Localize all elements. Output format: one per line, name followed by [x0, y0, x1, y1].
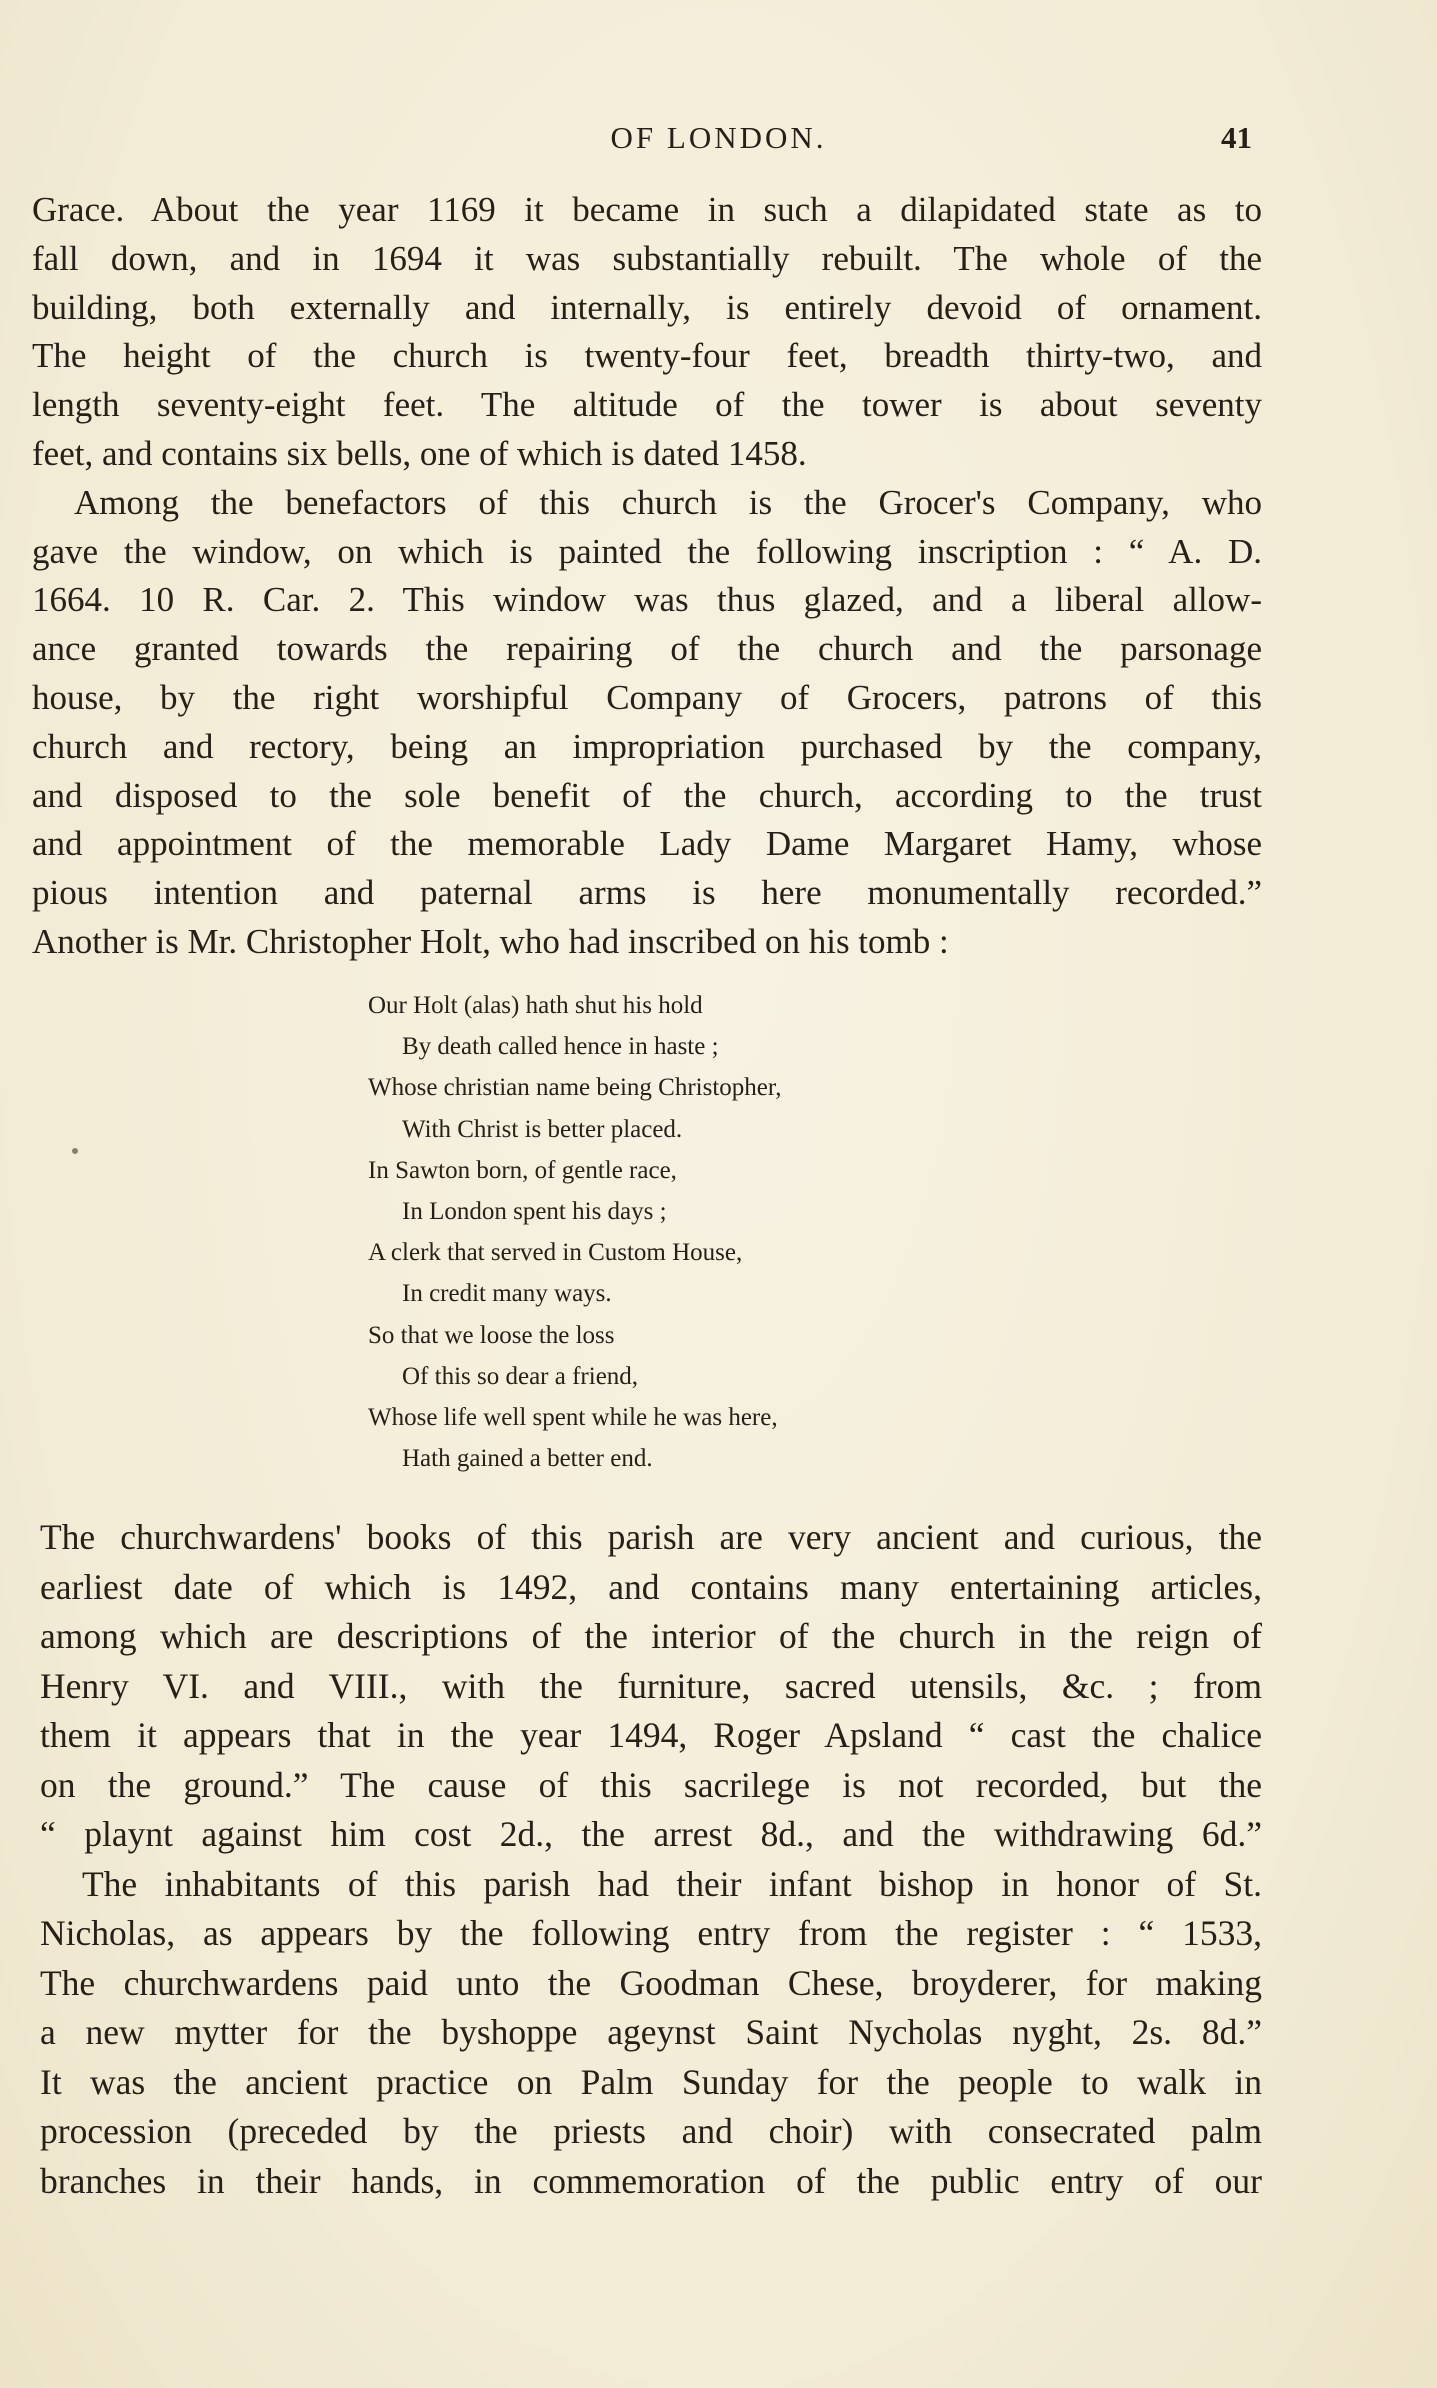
text-line: among which are descriptions of the interior of the church in the reign of: [40, 1616, 1262, 1656]
poem-verse: Of this so dear a friend,: [402, 1362, 639, 1390]
text-line: Grace. About the year 1169 it became in such a dilapidated state as to: [32, 190, 1262, 229]
poem-verse: Hath gained a better end.: [402, 1445, 653, 1473]
poem-verse: Our Holt (alas) hath shut his hold: [368, 992, 703, 1019]
page-number: 41: [1221, 120, 1252, 155]
poem-verse: In Sawton born, of gentle race,: [368, 1156, 677, 1184]
text-line: It was the ancient practice on Palm Sunday for the people to walk in: [40, 2061, 1262, 2102]
poem-verse: By death called hence in haste ;: [402, 1033, 719, 1061]
text-line: on the ground.” The cause of this sacrilege is not recorded, but the: [40, 1764, 1262, 1805]
text-line: The churchwardens' books of this parish are very ancient and curious, the: [40, 1517, 1262, 1557]
running-head: [0, 118, 1437, 158]
text-line-last: feet, and contains six bells, one of which is dated 1458.: [32, 433, 807, 473]
text-line: ance granted towards the repairing of the church and the parsonage: [32, 629, 1262, 669]
text-line: Henry VI. and VIII., with the furniture, sacred utensils, &c. ; from: [40, 1665, 1262, 1706]
text-line: house, by the right worshipful Company of Grocers, patrons of this: [32, 677, 1262, 717]
text-line: 1664. 10 R. Car. 2. This window was thus glazed, and a liberal allow-: [32, 580, 1262, 620]
text-line: Among the benefactors of this church is the Grocer's Company, who: [74, 482, 1262, 522]
text-line: length seventy-eight feet. The altitude of the tower is about seventy: [32, 385, 1262, 425]
text-line: branches in their hands, in commemoration of the public entry of our: [40, 2160, 1262, 2201]
text-line: gave the window, on which is painted the following inscription : “ A. D.: [32, 531, 1262, 571]
poem-verse: With Christ is better placed.: [402, 1115, 683, 1143]
running-title: OF LONDON.: [610, 120, 827, 155]
poem-verse: Whose life well spent while he was here,: [368, 1403, 778, 1431]
text-block-lower: [40, 1513, 1262, 2206]
epitaph-poem: [368, 985, 988, 1479]
text-line: “ playnt against him cost 2d., the arrest 8d., and the withdrawing 6d.”: [40, 1814, 1262, 1854]
poem-verse: A clerk that served in Custom House,: [368, 1239, 743, 1267]
text-line: fall down, and in 1694 it was substantially rebuilt. The whole of the: [32, 238, 1262, 278]
poem-verse: In London spent his days ;: [402, 1197, 667, 1225]
text-line: The inhabitants of this parish had their infant bishop in honor of St.: [82, 1863, 1262, 1904]
text-block-upper: [32, 186, 1262, 967]
text-line: and disposed to the sole benefit of the church, according to the trust: [32, 775, 1262, 815]
poem-verse: In credit many ways.: [402, 1280, 612, 1308]
text-line: building, both externally and internally, is entirely devoid of ornament.: [32, 287, 1262, 327]
text-line: them it appears that in the year 1494, Roger Apsland “ cast the chalice: [40, 1715, 1262, 1755]
poem-verse: So that we loose the loss: [368, 1321, 615, 1349]
text-line: a new mytter for the byshoppe ageynst Saint Nycholas nyght, 2s. 8d.”: [40, 2012, 1262, 2052]
text-line: The churchwardens paid unto the Goodman Chese, broyderer, for making: [40, 1962, 1262, 2003]
text-line: church and rectory, being an impropriation purchased by the company,: [32, 726, 1262, 766]
text-line: procession (preceded by the priests and choir) with consecrated palm: [40, 2111, 1262, 2151]
text-line: and appointment of the memorable Lady Dame Margaret Hamy, whose: [32, 824, 1262, 864]
poem-verse: Whose christian name being Christopher,: [368, 1074, 782, 1102]
text-line: The height of the church is twenty-four feet, breadth thirty-two, and: [32, 336, 1262, 376]
text-line: pious intention and paternal arms is here monumentally recorded.”: [32, 873, 1262, 913]
text-line-last: Another is Mr. Christopher Holt, who had inscribed on his tomb :: [32, 921, 949, 961]
text-line: earliest date of which is 1492, and contains many entertaining articles,: [40, 1566, 1262, 1607]
text-line: Nicholas, as appears by the following entry from the register : “ 1533,: [40, 1913, 1262, 1953]
paper-speck: [72, 1148, 78, 1154]
